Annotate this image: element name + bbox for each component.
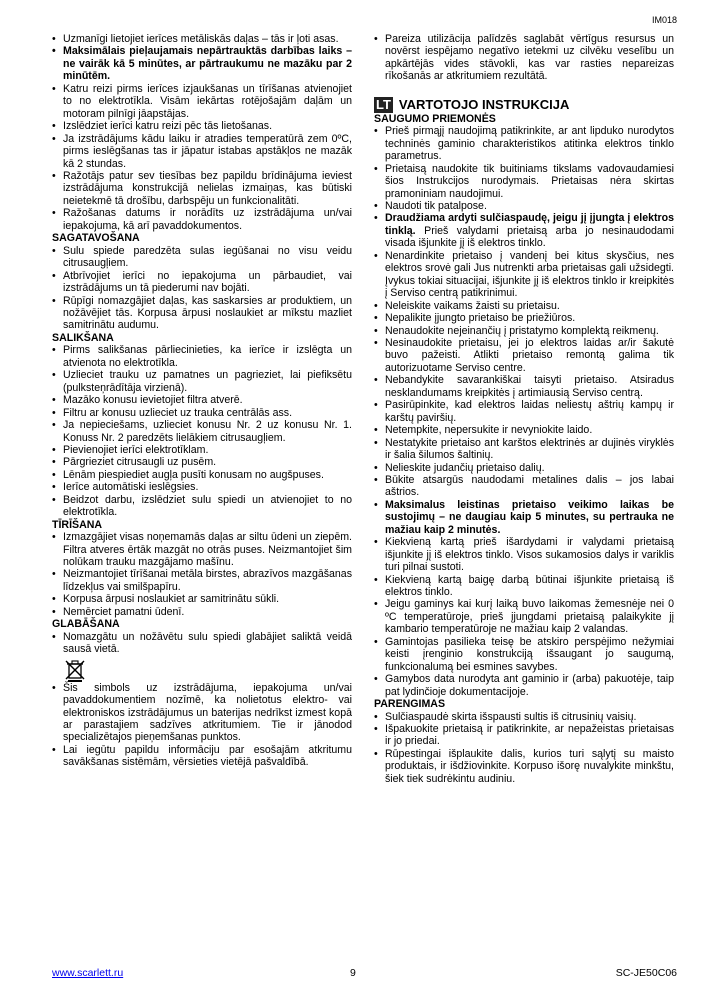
- list-item: [374, 574, 674, 599]
- item-text: Būkite atsargūs naudodami metalines dalis – jos labai aštrios.: [385, 473, 674, 499]
- list-item: [374, 200, 674, 212]
- list-item: • Pirms salikšanas pārliecinieties, ka ierīce ir izslēgta un atvienota no elektrotīkla.: [52, 344, 352, 369]
- sagatavosana-list: [52, 245, 352, 332]
- list-item: • Pārgrieziet citrusaugli uz pusēm.: [52, 456, 352, 468]
- item-text: Kiekvieną kartą baigę darbą būtinai išjunkite prietaisą iš elektros tinklo.: [385, 573, 674, 599]
- list-item: • Ierīce automātiski ieslēgsies.: [52, 481, 352, 493]
- left-column: [52, 33, 352, 769]
- section-heading-parengimas: PARENGIMAS: [374, 698, 446, 711]
- list-item: • Lēnām piespiediet augļa pusīti konusam no augšpuses.: [52, 469, 352, 481]
- list-item: [374, 536, 674, 573]
- list-item: • Korpusa ārpusi noslaukiet ar samitrinātu sūkli.: [52, 593, 352, 605]
- list-item: • Filtru ar konusu uzlieciet uz trauka centrālās ass.: [52, 407, 352, 419]
- item-text: Nestatykite prietaiso ant karštos elektrinės ar dujinės viryklės ir šalia šilumos šaltinių.: [385, 436, 674, 462]
- list-item: [374, 499, 674, 536]
- list-item: [374, 300, 674, 312]
- list-item: • Lai iegūtu papildu informāciju par esošajām atkritumu savākšanas sistēmām, vērsieties vietējā pašvaldībā.: [52, 744, 352, 769]
- list-item: • Rūpīgi nomazgājiet daļas, kas saskarsies ar produktiem, un nožāvējiet tās. Korpusa ārpusi noslaukiet ar mīkstu mazliet samitrinātu audumu.: [52, 295, 352, 332]
- model-code: SC-JE50C06: [615, 967, 677, 979]
- parengimas-list: [374, 711, 674, 786]
- recycle-list: [52, 682, 352, 769]
- list-item: • Šis simbols uz izstrādājuma, iepakojuma un/vai pavaddokumentiem nozīmē, ka nolietotus elektro- vai elektroniskos izstrādājumus un baterijas nedrīkst izmest kopā ar parastajiem sadzīves atkritumiem. Tie ir jānodod specializētajos pieņemšanas punktos.: [52, 682, 352, 744]
- language-header: [374, 97, 674, 113]
- item-text: Nebandykite savarankiškai taisyti prietaiso. Atsiradus nesklandumams kreipkitės į artimiausią Serviso centrą.: [385, 374, 674, 399]
- language-title: VARTOTOJO INSTRUKCIJA: [398, 96, 570, 112]
- crossed-bin-icon: [63, 658, 87, 682]
- page-number: 9: [350, 967, 356, 979]
- item-bold-text: Draudžiama ardyti sulčiaspaudę, jeigu jį įjungta į elektros tinklą.: [385, 212, 674, 237]
- section-heading-glabasana: GLABĀŠANA: [52, 618, 120, 631]
- intro-list: [52, 33, 352, 232]
- list-item: • Ja nepieciešams, uzlieciet konusu Nr. 2 uz konusu Nr. 1. Konuss Nr. 2 paredzēts lielākiem citrusaugļiem.: [52, 419, 352, 444]
- section-heading-saliksana: SALIKŠANA: [52, 331, 114, 344]
- list-item: [374, 374, 674, 399]
- section-heading-tirisana: TĪRĪŠANA: [52, 518, 103, 531]
- saliksana-list: [52, 344, 352, 518]
- list-item: • Nemērciet pamatni ūdenī.: [52, 606, 352, 618]
- item-bold-text: Maksimalus leistinas prietaiso veikimo laikas be sustojimų – ne daugiau kaip 5 minutes, su pertrauka ne mažiau kaip 2 minutės.: [385, 498, 674, 536]
- list-item: [374, 250, 674, 300]
- list-item: • Izmazgājiet visas noņemamās daļas ar siltu ūdeni un ziepēm. Filtra atveres ērtāk mazgāt no otrās puses. Neizmantojiet šim nolūkam trauku mazgājamo mašīnu.: [52, 531, 352, 568]
- document-code: IM018: [651, 15, 677, 25]
- list-item: [374, 312, 674, 324]
- disposal-list: [374, 33, 674, 83]
- list-item: • Maksimālais pieļaujamais nepārtrauktās darbības laiks – ne vairāk kā 5 minūtes, ar pārtraukumu ne mazāku par 2 minūtēm.: [52, 45, 352, 82]
- item-text: Nelieskite judančių prietaiso dalių.: [385, 461, 545, 474]
- list-item: • Pievienojiet ierīci elektrotīklam.: [52, 444, 352, 456]
- list-item: [374, 474, 674, 499]
- list-item: [374, 337, 674, 374]
- item-text: Nenardinkite prietaiso į vandenį bei kitus skysčius, nes elektros srovė gali Jus nutrenkti arba prietaisas gali užsidegti. Įvykus tokiai situacijai, išjunkite jį iš elektros tinklo ir kreipkitės į Serviso centrą patikrinimui.: [385, 249, 674, 300]
- list-item: • Uzmanīgi lietojiet ierīces metāliskās daļas – tās ir ļoti asas.: [52, 33, 352, 45]
- list-item: • Ražotājs patur sev tiesības bez papildu brīdinājuma ieviest izstrādājuma konstrukcijā nelielas izmaiņas, kas būtiski neietekmē tā drošību, darbspēju un funkcionalitāti.: [52, 170, 352, 207]
- list-item: • Ražošanas datums ir norādīts uz izstrādājuma un/vai iepakojuma, kā arī pavaddokumentos.: [52, 207, 352, 232]
- right-column: [374, 33, 674, 785]
- list-item: [374, 598, 674, 635]
- list-item: [374, 424, 674, 436]
- item-text: Netempkite, nepersukite ir nevyniokite laido.: [385, 424, 593, 437]
- list-item: • Mazāko konusu ievietojiet filtra atverē.: [52, 394, 352, 406]
- list-item: [374, 212, 674, 249]
- item-text: Prieš valydami prietaisą arba jo nesinaudodami visada išjunkite jį iš elektros tinklo.: [385, 224, 674, 250]
- list-item: • Išpakuokite prietaisą ir patikrinkite, ar nepažeistas prietaisas ir jo priedai.: [374, 723, 674, 748]
- list-item: [374, 399, 674, 424]
- item-text: Pasirūpinkite, kad elektros laidas neliestų aštrių kampų ir karštų paviršių.: [385, 399, 674, 424]
- list-item: • Katru reizi pirms ierīces izjaukšanas un tīrīšanas atvienojiet to no elektrotīkla. Visām iekārtas rotējošajām daļām un motoram pilnīgi jāapstājas.: [52, 83, 352, 120]
- list-item: • Ja izstrādājums kādu laiku ir atradies temperatūrā zem 0ºC, pirms ieslēgšanas tas ir jāpatur istabas apstākļos ne mazāk kā 2 stundas.: [52, 133, 352, 170]
- list-item: • Izslēdziet ierīci katru reizi pēc tās lietošanas.: [52, 120, 352, 132]
- item-text: Nenaudokite nejeinančių į pristatymo komplektą reikmenų.: [385, 324, 659, 337]
- list-item: [374, 636, 674, 673]
- language-badge: LT: [376, 96, 391, 112]
- item-text: Gamintojas pasilieka teisę be atskiro perspėjimo nežymiai keisti įrenginio konstrukciją išsaugant jo saugumą, funkcionalumą bei esmines savybes.: [385, 635, 674, 673]
- item-text: Jeigu gaminys kai kurį laiką buvo laikomas žemesnėje nei 0 ºC temperatūroje, prieš įjungdami prietaisą palaikykite jį kambario temperatūroje ne mažiau kaip 2 valandas.: [385, 598, 674, 636]
- item-text: Prieš pirmąjį naudojimą patikrinkite, ar ant lipduko nurodytos techninės gaminio charakteristikos atitinka elektros tinklo parametrus.: [385, 125, 674, 163]
- list-item: • Nomazgātu un nožāvētu sulu spiedi glabājiet saliktā veidā sausā vietā.: [52, 631, 352, 656]
- list-item: • Sulu spiede paredzēta sulas iegūšanai no visu veidu citrusaugļiem.: [52, 245, 352, 270]
- list-item: • Sulčiaspaudė skirta išspausti sultis iš citrusinių vaisių.: [374, 711, 674, 723]
- item-text: Prietaisą naudokite tik buitiniams tikslams vadovaudamiesi šios Instrukcijos nurodymais. Prietaisas nėra skirtas pramoniniam naudojimui.: [385, 162, 674, 200]
- item-text: Naudoti tik patalpose.: [385, 199, 487, 212]
- list-item: [374, 125, 674, 162]
- section-heading-sagatavosana: SAGATAVOŠANA: [52, 232, 140, 245]
- list-item: • Pareiza utilizācija palīdzēs saglabāt vērtīgus resursus un novērst iespējamo negatīvo ietekmi uz cilvēku veselību un apkārtējās vides stāvokli, kas var rasties nepareizas rīkošanās ar atkritumiem rezultātā.: [374, 33, 674, 83]
- glabasana-list: [52, 631, 352, 656]
- list-item: [374, 163, 674, 200]
- saugumo-list: [374, 125, 674, 698]
- list-item: [374, 437, 674, 462]
- website-link[interactable]: www.scarlett.ru: [52, 967, 124, 979]
- tirisana-list: [52, 531, 352, 618]
- item-text: Nesinaudokite prietaisu, jei jo elektros laidas ar/ir šakutė buvo pažeisti. Atlikti prietaiso remontą galima tik autorizuotame Serviso centre.: [385, 336, 674, 374]
- list-item: • Beidzot darbu, izslēdziet sulu spiedi un atvienojiet to no elektrotīkla.: [52, 494, 352, 519]
- item-text: Kiekvieną kartą prieš išardydami ir valydami prietaisą išjunkite jį iš elektros tinklo. Visos sukamosios dalys ir variklis turi pilnai sustoti.: [385, 536, 674, 574]
- item-text: Neleiskite vaikams žaisti su prietaisu.: [385, 299, 560, 312]
- list-item: [374, 462, 674, 474]
- item-text: Gamybos data nurodyta ant gaminio ir (arba) pakuotėje, taip pat lydinčioje dokumentacijoje.: [385, 673, 674, 698]
- list-item: • Uzlieciet trauku uz pamatnes un pagrieziet, lai piefiksētu (pulksteņrādītāja virzienā).: [52, 369, 352, 394]
- list-item: • Atbrīvojiet ierīci no iepakojuma un pārbaudiet, vai izstrādājums un tā piederumi nav bojāti.: [52, 270, 352, 295]
- section-heading-saugumo: SAUGUMO PRIEMONĖS: [374, 112, 496, 125]
- list-item: [374, 325, 674, 337]
- list-item: • Neizmantojiet tīrīšanai metāla birstes, abrazīvos mazgāšanas līdzekļus vai smilšpapīru.: [52, 568, 352, 593]
- list-item: • Rūpestingai išplaukite dalis, kurios turi sąlytį su maisto produktais, ir išdžiovinkite. Korpuso išorę nuvalykite minkštu, šiek tiek sudrėkintu audiniu.: [374, 748, 674, 785]
- item-text: Nepalikite įjungto prietaiso be priežiūros.: [385, 312, 576, 325]
- list-item: [374, 673, 674, 698]
